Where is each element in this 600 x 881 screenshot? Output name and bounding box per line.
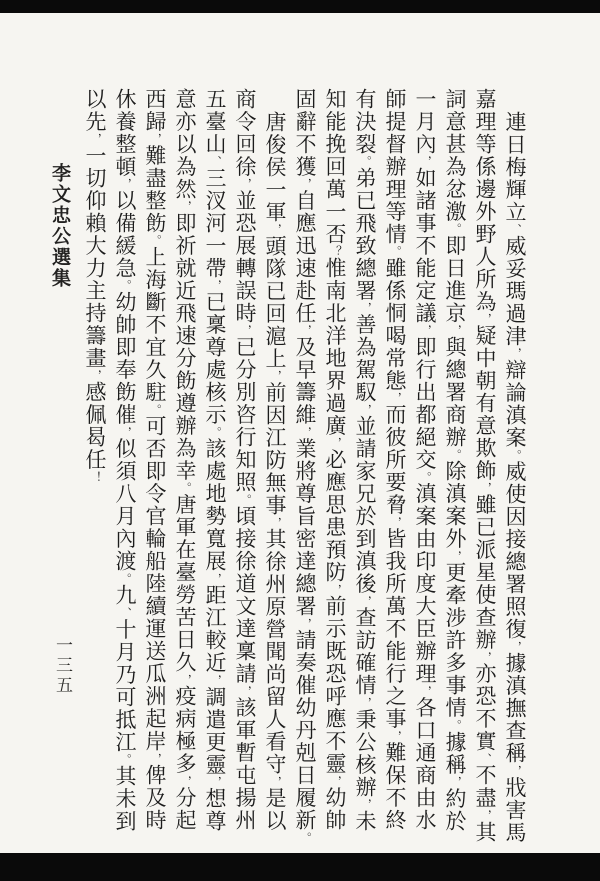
spine-title: 李文忠公選集 — [49, 163, 70, 289]
bottom-edge-bar — [0, 853, 600, 881]
paragraph: 連日梅輝立、威妥瑪過津，辯論滇案。威使因接總署照復，據滇撫查稱，戕害馬嘉理等係邊外野人所為，疑中朝有意欺飾，雖已派星使查辦，亦恐不實、不盡，其詞意甚為忿激。即日進京，與總署商辦。除滇案外，更牽涉許多事情。據稱，約於一月內，如諸事不能定議，即行出都絕交。滇案由印度大臣辦理，各口通商由水師提督辦理等情。雖係恫喝常態，而彼所要脅，皆我所萬不能行之事，難保不終有決裂。弟已飛致總署，善為駕馭，並請家兄於到滇後，查訪確情，秉公核辦，未知能挽回萬一否？惟南北洋地界過廣，必應思患預防，前示既恐呼應不靈，幼帥固辭不獲，自應迅速赴任，及早籌維，業將尊旨密達總署，請奏催幼丹剋日履新。 — [293, 88, 527, 844]
page-number: 一三五 — [53, 636, 72, 696]
paragraph: 唐俊侯一軍，頭隊已回滬上，前因江防無事，其徐州原營聞尚留人看守，是以商令回徐，並恐展轉誤時，已分別咨行知照。頃接徐道文達稟請，該軍暫屯揚州五臺山、三汊河一帶，已稟尊處核示。該處地勢寬展，距江較近，調遣更靈，想尊意亦以為然，即祈就近飛速分飭遵辦為幸。唐軍在臺勞苦日久，疫病極多，分起西歸，難盡整飭。上海斷不宜久駐。可否即令官輪船陸續運送瓜洲起岸，俾及時休養整頓，以備緩急。幼帥即奉飭催，似須八月內渡。九、十月乃可抵江。其未到以先，一切仰賴大力主持籌畫，感佩曷任！ — [83, 88, 287, 833]
body-text — [80, 88, 530, 850]
top-edge-bar — [0, 0, 600, 13]
